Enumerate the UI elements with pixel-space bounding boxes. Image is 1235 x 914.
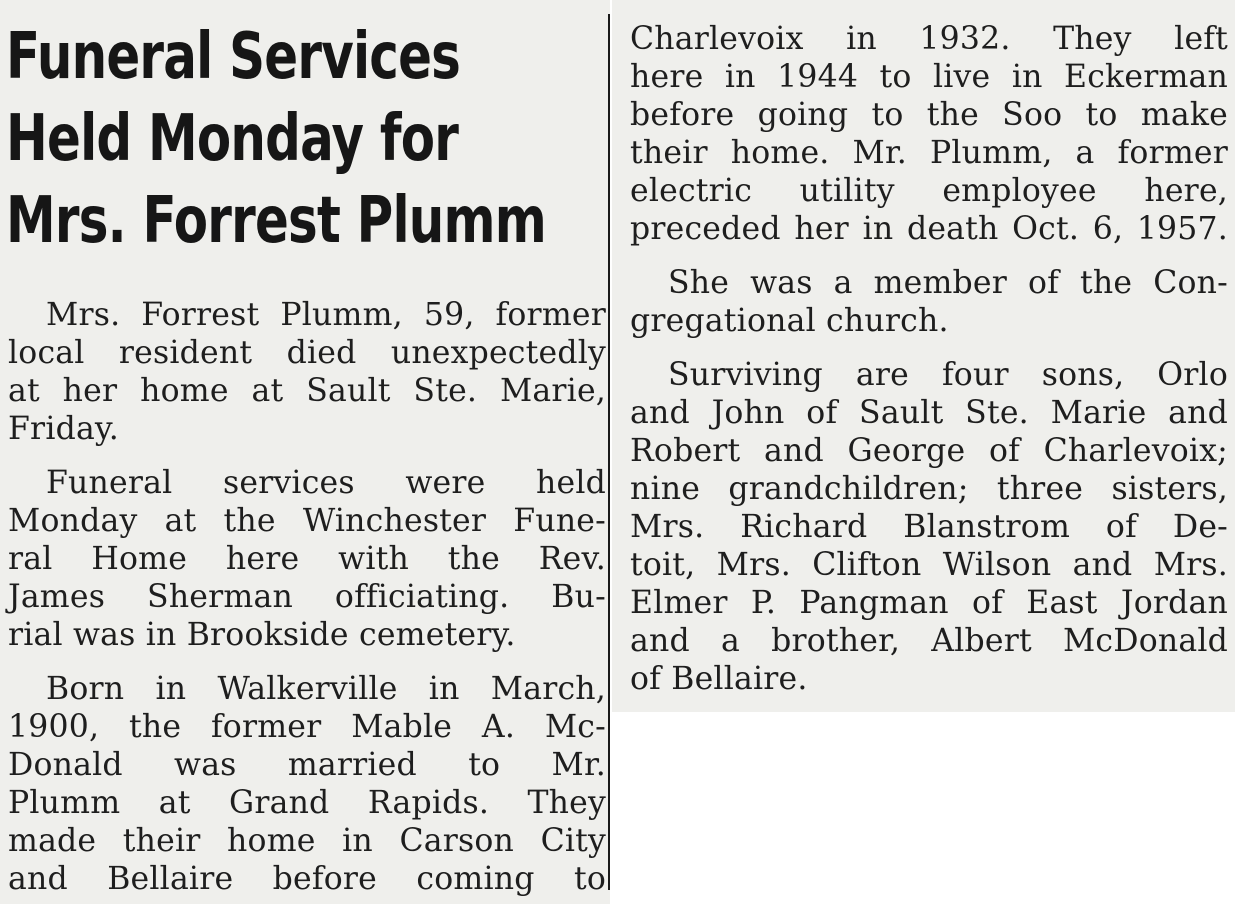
text-line: Monday at the Winchester Fune- — [8, 503, 606, 539]
left-body — [8, 296, 606, 914]
text-line: and a brother, Albert McDonald — [630, 623, 1228, 659]
headline-line: Funeral Services — [6, 20, 461, 94]
text-line: rial was in Brookside cemetery. — [8, 617, 516, 653]
headline — [6, 16, 547, 262]
text-line: ral Home here with the Rev. — [8, 541, 606, 577]
text-line: James Sherman officiating. Bu- — [8, 579, 606, 615]
text-line: electric utility employee here, — [630, 173, 1228, 209]
text-line: made their home in Carson City — [8, 823, 606, 859]
text-line: Mrs. Forrest Plumm, 59, former — [46, 297, 606, 333]
text-line: here in 1944 to live in Eckerman — [630, 59, 1228, 95]
headline-line: Mrs. Forrest Plumm — [6, 184, 547, 258]
paragraph — [630, 20, 1228, 248]
text-line: local resident died unexpectedly — [8, 335, 606, 371]
text-line: their home. Mr. Plumm, a former — [630, 135, 1228, 171]
text-line: at her home at Sault Ste. Marie, — [8, 373, 606, 409]
text-line: and Bellaire before coming to — [8, 861, 606, 897]
text-line: gregational church. — [630, 303, 949, 339]
text-line: preceded her in death Oct. 6, 1957. — [630, 211, 1228, 247]
paragraph — [630, 356, 1228, 698]
text-line: Elmer P. Pangman of East Jordan — [630, 585, 1228, 621]
paragraph — [630, 264, 1228, 340]
text-line: Charlevoix in 1932. They left — [630, 21, 1228, 57]
text-line: Mrs. Richard Blanstrom of De- — [630, 509, 1228, 545]
text-line: Born in Walkerville in March, — [46, 671, 606, 707]
headline-line: Held Monday for — [6, 102, 459, 176]
paragraph — [8, 296, 606, 448]
text-line: 1900, the former Mable A. Mc- — [8, 709, 606, 745]
text-line: She was a member of the Con- — [668, 265, 1228, 301]
paragraph — [8, 464, 606, 654]
text-line: Surviving are four sons, Orlo — [668, 357, 1228, 393]
column-rule — [608, 14, 610, 890]
right-body — [630, 20, 1228, 714]
paragraph — [8, 670, 606, 898]
text-line: nine grandchildren; three sisters, — [630, 471, 1228, 507]
text-line: Donald was married to Mr. — [8, 747, 606, 783]
text-line: Friday. — [8, 411, 119, 447]
text-line: before going to the Soo to make — [630, 97, 1228, 133]
text-line: Funeral services were held — [46, 465, 606, 501]
text-line: Plumm at Grand Rapids. They — [8, 785, 606, 821]
text-line: of Bellaire. — [630, 661, 808, 697]
text-line: toit, Mrs. Clifton Wilson and Mrs. — [630, 547, 1228, 583]
text-line: Robert and George of Charlevoix; — [630, 433, 1228, 469]
text-line: and John of Sault Ste. Marie and — [630, 395, 1228, 431]
